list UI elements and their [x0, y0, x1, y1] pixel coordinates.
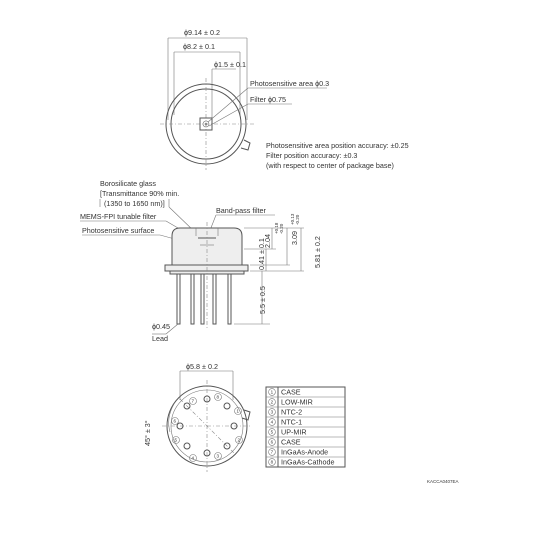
label-borosilicate-glass: Borosilicate glass [100, 179, 156, 188]
pin-2 [224, 437, 243, 450]
pin-table-number: 3 [270, 409, 274, 415]
pin-table-number: 8 [270, 459, 274, 465]
pin-8 [215, 394, 231, 410]
dim-pin-circle-diameter: ϕ5.8 ± 0.2 [186, 362, 218, 371]
label-band-pass-filter: Band-pass filter [216, 206, 266, 215]
pin-table-function: CASE [281, 437, 301, 447]
label-transmittance-range: (1350 to 1650 nm)] [104, 199, 165, 208]
pin-table-number: 2 [270, 399, 274, 405]
dim-outer-diameter: ϕ9.14 ± 0.2 [184, 28, 220, 37]
pin-table-number: 6 [270, 439, 274, 445]
pin-table-function: LOW-MIR [281, 397, 313, 407]
dim-lead-length: 5.5 ± 0.5 [258, 286, 267, 314]
pin-assignment-table [266, 387, 345, 467]
dim-window-diameter: ϕ1.5 ± 0.1 [214, 60, 246, 69]
callout-photosensitive-area: Photosensitive area ϕ0.3 [250, 79, 330, 88]
pin-4 [184, 443, 197, 462]
pin-table-function: NTC-2 [281, 407, 303, 417]
top-view [160, 28, 409, 170]
table-row [269, 428, 307, 437]
dim-body-diameter: ϕ8.2 ± 0.1 [183, 42, 215, 51]
pin-number-1: 1 [236, 408, 240, 414]
pin-number-8: 8 [216, 394, 220, 400]
pin-table-number: 5 [270, 429, 274, 435]
dim-cap-tol-plus: +0.13 [290, 213, 295, 225]
pin-table-function: InGaAs-Cathode [281, 457, 335, 467]
dim-cap-top-height: 2.04 [263, 234, 272, 248]
pin-3 [204, 450, 222, 460]
dim-cap-tol-minus: -0.20 [295, 214, 300, 225]
pin-table-number: 7 [270, 449, 274, 455]
pin-number-5: 5 [174, 437, 178, 443]
pin-number-3: 3 [216, 453, 220, 459]
callout-filter: Filter ϕ0.75 [250, 95, 286, 104]
table-row [269, 398, 313, 407]
drawing-code: KACCA0407EA [427, 479, 459, 484]
table-row [269, 388, 301, 397]
label-photosensitive-surface: Photosensitive surface [82, 226, 155, 235]
dim-lead-diameter: ϕ0.45 [152, 322, 171, 331]
label-lead: Lead [152, 334, 168, 343]
pin-table-number: 1 [270, 389, 274, 395]
dim-total-height: 5.81 ± 0.2 [313, 236, 322, 268]
table-row [269, 438, 301, 447]
table-row [269, 408, 303, 417]
dim-cap-height: 3.09 [290, 231, 299, 245]
note-position-accuracy-1: Photosensitive area position accuracy: ±0.25 [266, 141, 409, 150]
pin-number-6: 6 [173, 418, 177, 424]
note-position-accuracy-3: (with respect to center of package base) [266, 161, 394, 170]
pin-table-function: InGaAs-Anode [281, 447, 329, 457]
pin-number-2: 2 [237, 437, 241, 443]
bottom-view [143, 362, 252, 472]
pin-table-number: 4 [270, 419, 274, 425]
pin-number-4: 4 [191, 455, 195, 461]
dim-pin-angle: 45° ± 3° [143, 420, 152, 446]
pin-number-7: 7 [191, 398, 195, 404]
dim-cap-top-tol-minus: -0.20 [279, 223, 284, 234]
dim-flange-thickness: 0.41 ± 0.1 [257, 238, 266, 270]
label-mems-fpi-filter: MEMS-FPI tunable filter [80, 212, 157, 221]
dim-cap-top-tol-plus: +0.18 [274, 222, 279, 234]
note-position-accuracy-2: Filter position accuracy: ±0.3 [266, 151, 358, 160]
table-row [269, 418, 303, 427]
pin-table-function: UP-MIR [281, 427, 307, 437]
side-view [80, 179, 322, 343]
label-transmittance: [Transmittance 90% min. [100, 189, 180, 198]
pin-table-function: CASE [281, 387, 301, 397]
pin-table-function: NTC-1 [281, 417, 303, 427]
